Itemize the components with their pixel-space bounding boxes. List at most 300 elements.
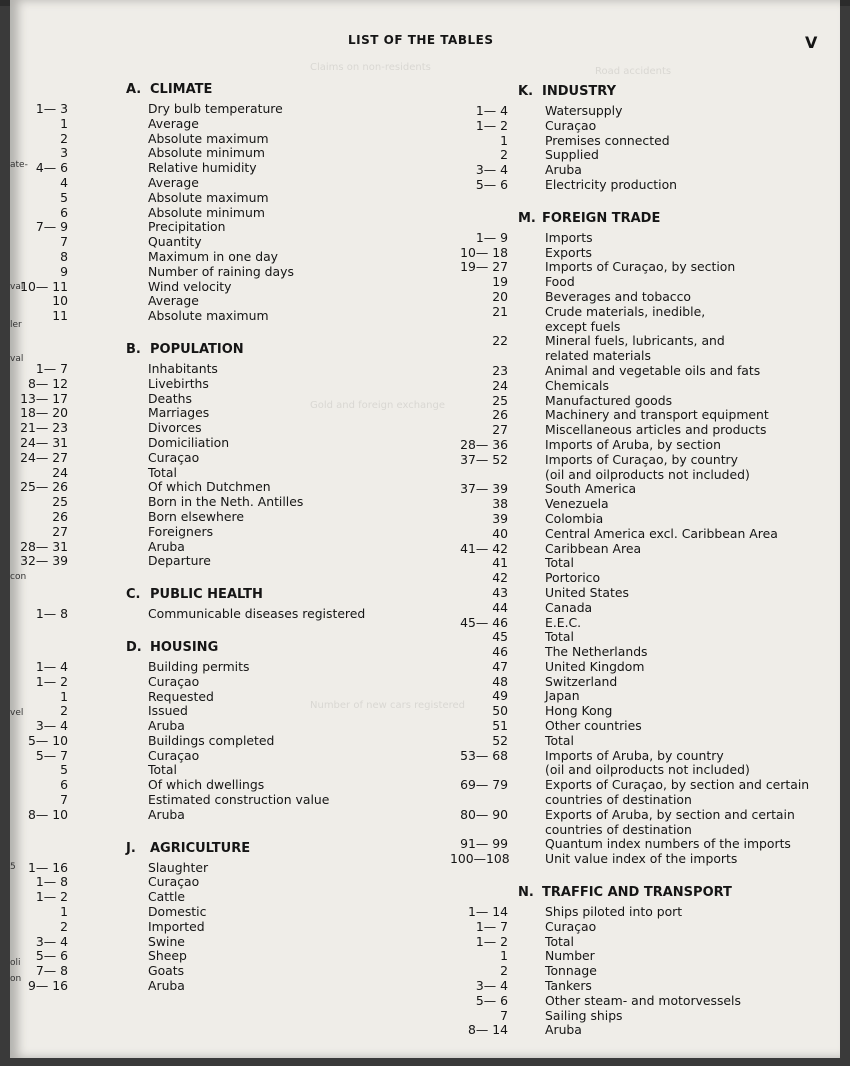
table-number: 3— 4 xyxy=(475,162,508,178)
table-list-row xyxy=(450,468,830,483)
table-list-row xyxy=(16,265,436,280)
section-title: INDUSTRY xyxy=(542,84,617,99)
show-through-text: Number of new cars registered xyxy=(310,700,465,711)
section-spacer xyxy=(450,867,830,885)
table-title: Average xyxy=(148,174,199,190)
table-title: Slaughter xyxy=(148,859,209,875)
table-list-row xyxy=(450,793,830,808)
table-number: 1— 7 xyxy=(35,360,68,376)
table-title: Animal and vegetable oils and fats xyxy=(545,362,761,378)
table-number: 10— 11 xyxy=(20,278,68,294)
table-list-row xyxy=(16,875,436,890)
table-list-row xyxy=(16,220,436,235)
table-title: countries of destination xyxy=(545,821,692,837)
table-list-row xyxy=(450,246,830,261)
table-title: Marriages xyxy=(148,405,210,421)
table-title: United States xyxy=(545,584,629,600)
left-column xyxy=(16,82,436,1012)
table-title: Communicable diseases registered xyxy=(148,606,366,622)
table-title: Manufactured goods xyxy=(545,392,673,408)
document-page xyxy=(10,0,840,1058)
table-title: Aruba xyxy=(148,978,185,994)
table-title: United Kingdom xyxy=(545,658,645,674)
table-title: Imports of Curaçao, by section xyxy=(545,259,736,275)
section-letter: N. xyxy=(518,885,534,901)
section-letter: M. xyxy=(518,210,536,226)
table-number: 5— 7 xyxy=(35,747,68,763)
table-title: Requested xyxy=(148,688,214,704)
table-list-row xyxy=(16,793,436,808)
table-number: 32— 39 xyxy=(20,553,68,569)
table-title: Absolute maximum xyxy=(148,308,269,324)
table-title: Absolute maximum xyxy=(148,189,269,205)
table-number: 2 xyxy=(60,918,68,934)
table-list-row xyxy=(450,823,830,838)
table-list-row xyxy=(16,495,436,510)
table-title: Deaths xyxy=(148,390,192,406)
table-number: 24— 27 xyxy=(20,449,68,465)
table-title: Absolute minimum xyxy=(148,204,265,220)
table-list-row xyxy=(16,861,436,876)
table-number: 20 xyxy=(492,288,508,304)
table-list-row xyxy=(450,148,830,163)
table-title: Imports of Aruba, by section xyxy=(545,436,721,452)
table-title: Foreigners xyxy=(148,523,214,539)
table-list-row xyxy=(450,453,830,468)
table-list-row xyxy=(16,451,436,466)
table-number: 1— 2 xyxy=(35,673,68,689)
table-number: 46 xyxy=(492,644,508,660)
section-spacer xyxy=(16,994,436,1012)
table-title: Total xyxy=(545,933,574,949)
table-number: 25 xyxy=(492,392,508,408)
table-title: Exports of Curaçao, by section and certain xyxy=(545,777,810,793)
table-number: 24 xyxy=(492,377,508,393)
table-title: Absolute maximum xyxy=(148,130,269,146)
table-list-row xyxy=(16,949,436,964)
table-number: 52 xyxy=(492,732,508,748)
table-number: 8— 10 xyxy=(28,806,68,822)
table-title: Total xyxy=(148,464,177,480)
table-title: Maximum in one day xyxy=(148,248,279,264)
table-list-row xyxy=(450,482,830,497)
table-title: Sheep xyxy=(148,948,187,964)
right-column xyxy=(450,84,830,1056)
table-title: South America xyxy=(545,481,637,497)
table-list-row xyxy=(450,616,830,631)
table-number: 41— 42 xyxy=(460,540,508,556)
table-title: Supplied xyxy=(545,147,599,163)
table-list-row xyxy=(450,260,830,275)
table-list-row xyxy=(450,704,830,719)
table-list-row xyxy=(16,763,436,778)
margin-fragment: val xyxy=(10,354,24,364)
table-list-row xyxy=(450,334,830,349)
table-list-row xyxy=(450,601,830,616)
table-number: 53— 68 xyxy=(460,747,508,763)
page-title: LIST OF THE TABLES xyxy=(348,33,494,47)
table-title: Mineral fuels, lubricants, and xyxy=(545,333,725,349)
table-list-row xyxy=(450,527,830,542)
section-spacer xyxy=(16,622,436,640)
table-title: Of which Dutchmen xyxy=(148,479,271,495)
table-title: Average xyxy=(148,115,199,131)
table-title: Estimated construction value xyxy=(148,792,330,808)
table-number: 1— 16 xyxy=(28,859,68,875)
table-number: 41 xyxy=(492,555,508,571)
table-title: Watersupply xyxy=(545,103,623,118)
table-title: Unit value index of the imports xyxy=(545,851,738,867)
table-number: 7— 9 xyxy=(35,219,68,235)
table-number: 91— 99 xyxy=(460,836,508,852)
table-list-row xyxy=(450,423,830,438)
table-number: 100—108 xyxy=(450,851,510,867)
table-list-row xyxy=(16,935,436,950)
table-number: 24— 31 xyxy=(20,434,68,450)
table-list-row xyxy=(16,392,436,407)
table-title: Aruba xyxy=(148,718,185,734)
table-title: Goats xyxy=(148,963,185,979)
table-title: Quantity xyxy=(148,234,202,250)
table-title: countries of destination xyxy=(545,792,692,808)
section-title: POPULATION xyxy=(150,341,244,357)
table-title: Food xyxy=(545,274,575,290)
table-list-row xyxy=(16,778,436,793)
table-list-row xyxy=(450,920,830,935)
table-number: 5 xyxy=(60,189,68,205)
table-list-row xyxy=(16,132,436,147)
table-title: Total xyxy=(545,555,574,571)
section-letter: J. xyxy=(126,840,136,856)
table-title: Imports of Curaçao, by country xyxy=(545,451,738,467)
table-title: Switzerland xyxy=(545,673,618,689)
table-list-row xyxy=(16,704,436,719)
section-title: HOUSING xyxy=(150,639,219,655)
table-number: 2 xyxy=(500,147,508,163)
table-list-row xyxy=(450,660,830,675)
table-list-row xyxy=(450,163,830,178)
table-list-row xyxy=(16,436,436,451)
table-number: 2 xyxy=(500,963,508,979)
table-number: 3— 4 xyxy=(35,718,68,734)
table-list-row xyxy=(450,734,830,749)
table-title: Exports of Aruba, by section and certain xyxy=(545,806,795,822)
table-title: Machinery and transport equipment xyxy=(545,407,769,423)
table-list-row xyxy=(16,421,436,436)
table-title: Domiciliation xyxy=(148,434,230,450)
table-title: Born in the Neth. Antilles xyxy=(148,494,304,510)
table-number: 5— 6 xyxy=(475,992,508,1008)
table-number: 21 xyxy=(492,303,508,319)
table-number: 50 xyxy=(492,703,508,719)
table-number: 43 xyxy=(492,584,508,600)
table-list-row xyxy=(450,542,830,557)
table-number: 40 xyxy=(492,525,508,541)
table-title: Cattle xyxy=(148,889,186,905)
table-list-row xyxy=(450,305,830,320)
table-list-row xyxy=(450,231,830,246)
table-number: 7 xyxy=(60,234,68,250)
table-number: 18— 20 xyxy=(20,405,68,421)
table-list-row xyxy=(16,191,436,206)
show-through-text: Gold and foreign exchange xyxy=(310,400,446,411)
section-spacer xyxy=(450,193,830,211)
section-spacer xyxy=(450,1038,830,1056)
table-number: 8— 14 xyxy=(468,1022,508,1038)
section-letter: K. xyxy=(518,84,534,99)
table-list-row xyxy=(450,349,830,364)
section-heading xyxy=(450,885,830,905)
table-list-row xyxy=(16,466,436,481)
table-list-row xyxy=(16,890,436,905)
table-title: (oil and oilproducts not included) xyxy=(545,466,750,482)
show-through-text: Road accidents xyxy=(595,66,672,77)
table-list-row xyxy=(450,394,830,409)
table-number: 1— 2 xyxy=(475,117,508,133)
table-number: 1— 4 xyxy=(35,658,68,674)
section-letter: D. xyxy=(126,639,142,655)
table-number: 1— 2 xyxy=(475,933,508,949)
table-list-row xyxy=(450,808,830,823)
table-title: Miscellaneous articles and products xyxy=(545,422,767,438)
table-list-row xyxy=(450,408,830,423)
table-list-row xyxy=(450,1023,830,1038)
table-number: 7 xyxy=(60,792,68,808)
table-list-row xyxy=(450,364,830,379)
table-list-row xyxy=(16,510,436,525)
table-title: Imported xyxy=(148,918,205,934)
table-list-row xyxy=(16,102,436,117)
table-title: Of which dwellings xyxy=(148,777,265,793)
table-list-row xyxy=(450,178,830,193)
table-title: Curaçao xyxy=(545,918,597,934)
table-number: 10 xyxy=(52,293,68,309)
table-title: Aruba xyxy=(148,538,185,554)
section-spacer xyxy=(16,823,436,841)
table-title: Swine xyxy=(148,933,185,949)
table-title: Ships piloted into port xyxy=(545,904,683,920)
table-title: Absolute minimum xyxy=(148,145,265,161)
table-list-row xyxy=(16,808,436,823)
table-list-row xyxy=(16,675,436,690)
page-number: V xyxy=(805,33,818,52)
section-letter: A. xyxy=(126,82,142,97)
margin-fragment: oli xyxy=(10,958,21,968)
table-title: Building permits xyxy=(148,658,250,674)
table-number: 39 xyxy=(492,510,508,526)
table-number: 1— 4 xyxy=(475,103,508,118)
table-list-row xyxy=(16,362,436,377)
section-title: AGRICULTURE xyxy=(150,840,251,856)
table-number: 3— 4 xyxy=(475,978,508,994)
table-number: 4— 6 xyxy=(35,160,68,176)
table-title: Hong Kong xyxy=(545,703,613,719)
table-list-row xyxy=(16,690,436,705)
section-heading xyxy=(450,211,830,231)
table-title: Precipitation xyxy=(148,219,226,235)
table-list-row xyxy=(16,719,436,734)
table-list-row xyxy=(16,734,436,749)
table-title: Domestic xyxy=(148,904,207,920)
table-list-row xyxy=(450,935,830,950)
table-list-row xyxy=(450,275,830,290)
table-title: Dry bulb temperature xyxy=(148,101,283,116)
table-title: Exports xyxy=(545,244,593,260)
table-number: 27 xyxy=(492,422,508,438)
table-list-row xyxy=(16,161,436,176)
table-list-row xyxy=(450,1009,830,1024)
table-number: 44 xyxy=(492,599,508,615)
section-letter: B. xyxy=(126,341,141,357)
section-title: FOREIGN TRADE xyxy=(542,210,661,226)
section-title: PUBLIC HEALTH xyxy=(150,587,263,603)
table-number: 1— 14 xyxy=(468,904,508,920)
table-title: (oil and oilproducts not included) xyxy=(545,762,750,778)
table-title: Number of raining days xyxy=(148,263,294,279)
table-list-row xyxy=(16,920,436,935)
table-number: 26 xyxy=(492,407,508,423)
table-title: Relative humidity xyxy=(148,160,257,176)
table-number: 11 xyxy=(52,308,68,324)
table-number: 10— 18 xyxy=(460,244,508,260)
table-title: Central America excl. Caribbean Area xyxy=(545,525,778,541)
table-number: 5— 6 xyxy=(475,176,508,192)
margin-fragment: con xyxy=(10,572,27,582)
table-number: 25— 26 xyxy=(20,479,68,495)
table-list-row xyxy=(450,290,830,305)
margin-fragment: 5 xyxy=(10,862,16,872)
table-number: 3 xyxy=(60,145,68,161)
table-list-row xyxy=(450,949,830,964)
table-number: 37— 52 xyxy=(460,451,508,467)
table-number: 45 xyxy=(492,629,508,645)
table-title: Curaçao xyxy=(148,449,200,465)
table-list-row xyxy=(16,294,436,309)
table-list-row xyxy=(16,905,436,920)
section-title: TRAFFIC AND TRANSPORT xyxy=(542,885,732,901)
table-number: 26 xyxy=(52,508,68,524)
table-number: 5— 10 xyxy=(28,732,68,748)
table-title: Curaçao xyxy=(148,747,200,763)
table-number: 9— 16 xyxy=(28,978,68,994)
table-list-row xyxy=(16,607,436,622)
table-list-row xyxy=(450,905,830,920)
section-heading xyxy=(16,587,436,607)
table-title: Other steam- and motorvessels xyxy=(545,992,741,1008)
table-number: 2 xyxy=(60,703,68,719)
section-spacer xyxy=(16,569,436,587)
table-list-row xyxy=(16,964,436,979)
table-title: Curaçao xyxy=(545,117,597,133)
table-title: Imports xyxy=(545,229,593,245)
table-number: 80— 90 xyxy=(460,806,508,822)
table-number: 4 xyxy=(60,174,68,190)
table-number: 1— 8 xyxy=(35,874,68,890)
table-number: 19— 27 xyxy=(460,259,508,275)
table-list-row xyxy=(16,540,436,555)
table-number: 24 xyxy=(52,464,68,480)
table-list-row xyxy=(450,571,830,586)
table-list-row xyxy=(450,104,830,119)
table-title: Total xyxy=(148,762,177,778)
table-title: except fuels xyxy=(545,318,621,334)
table-list-row xyxy=(450,134,830,149)
table-title: Colombia xyxy=(545,510,604,526)
table-list-row xyxy=(450,852,830,867)
table-list-row xyxy=(16,235,436,250)
table-list-row xyxy=(16,117,436,132)
table-number: 1 xyxy=(60,904,68,920)
table-list-row xyxy=(450,586,830,601)
table-list-row xyxy=(450,630,830,645)
table-number: 5— 6 xyxy=(35,948,68,964)
table-list-row xyxy=(450,763,830,778)
table-number: 22 xyxy=(492,333,508,349)
table-number: 45— 46 xyxy=(460,614,508,630)
table-title: Aruba xyxy=(545,162,582,178)
table-number: 13— 17 xyxy=(20,390,68,406)
table-number: 25 xyxy=(52,494,68,510)
table-number: 49 xyxy=(492,688,508,704)
table-number: 1— 3 xyxy=(35,101,68,116)
table-list-row xyxy=(16,554,436,569)
table-title: Inhabitants xyxy=(148,360,218,376)
table-number: 69— 79 xyxy=(460,777,508,793)
table-list-row xyxy=(16,250,436,265)
table-list-row xyxy=(450,645,830,660)
table-number: 21— 23 xyxy=(20,420,68,436)
table-title: Crude materials, inedible, xyxy=(545,303,706,319)
section-heading xyxy=(450,84,830,104)
table-list-row xyxy=(16,480,436,495)
table-number: 9 xyxy=(60,263,68,279)
table-title: Buildings completed xyxy=(148,732,275,748)
table-list-row xyxy=(450,837,830,852)
table-number: 8— 12 xyxy=(28,375,68,391)
table-number: 8 xyxy=(60,248,68,264)
table-title: Chemicals xyxy=(545,377,609,393)
table-number: 23 xyxy=(492,362,508,378)
table-title: Sailing ships xyxy=(545,1007,623,1023)
table-list-row xyxy=(16,309,436,324)
table-title: Wind velocity xyxy=(148,278,232,294)
section-heading xyxy=(16,841,436,861)
section-title: CLIMATE xyxy=(150,82,213,97)
table-number: 1 xyxy=(500,132,508,148)
table-title: Curaçao xyxy=(148,673,200,689)
table-number: 1 xyxy=(60,115,68,131)
table-number: 37— 39 xyxy=(460,481,508,497)
table-number: 1 xyxy=(500,948,508,964)
table-list-row xyxy=(16,406,436,421)
table-list-row xyxy=(16,979,436,994)
table-title: Other countries xyxy=(545,718,642,734)
table-number: 5 xyxy=(60,762,68,778)
table-title: Total xyxy=(545,732,574,748)
show-through-text: Claims on non-residents xyxy=(310,62,431,73)
section-heading xyxy=(16,342,436,362)
table-list-row xyxy=(450,556,830,571)
table-list-row xyxy=(450,994,830,1009)
table-number: 1— 7 xyxy=(475,918,508,934)
table-list-row xyxy=(450,719,830,734)
table-title: Livebirths xyxy=(148,375,209,391)
table-list-row xyxy=(450,512,830,527)
table-title: Tankers xyxy=(545,978,592,994)
section-heading xyxy=(16,640,436,660)
table-number: 28— 31 xyxy=(20,538,68,554)
table-title: The Netherlands xyxy=(545,644,648,660)
